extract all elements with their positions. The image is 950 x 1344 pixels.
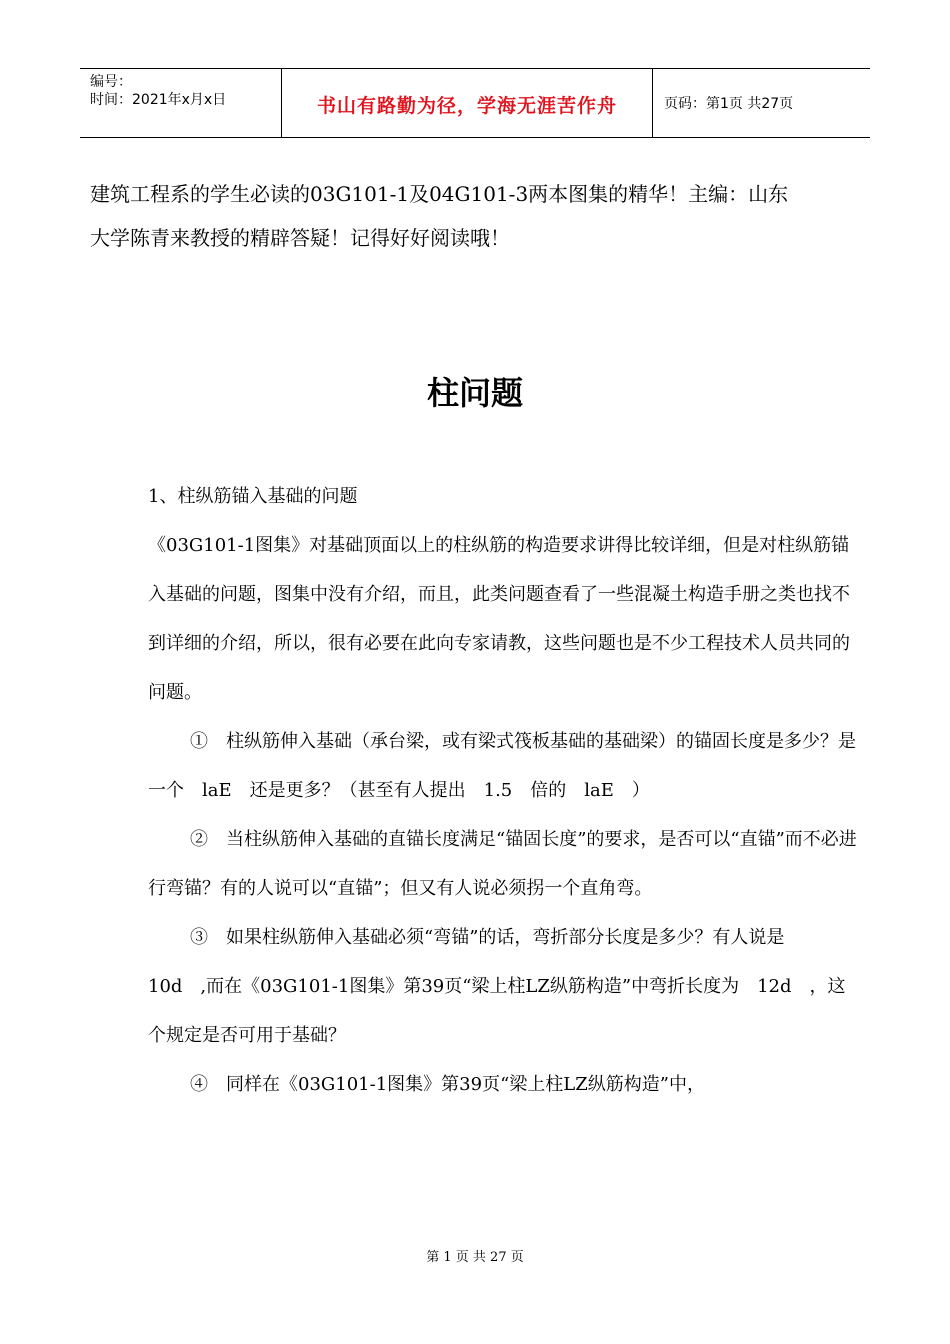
header-middle-cell: [281, 69, 653, 137]
header-table: [80, 68, 870, 138]
question-2: ② 当柱纵筋伸入基础的直锚长度满足“锚固长度”的要求，是否可以“直锚”而不必进行弯锚？有的人说可以“直锚”；但又有人说必须拐一个直角弯。: [148, 829, 857, 899]
section-1: [148, 472, 858, 1109]
question-3: ③ 如果柱纵筋伸入基础必须“弯锚”的话，弯折部分长度是多少？有人说是 10d ,而在《03G101-1图集》第39页“梁上柱LZ纵筋构造”中弯折长度为 12d ，这个规定是否可用于基础？: [148, 927, 846, 1046]
intro-text: 《03G101-1图集》对基础顶面以上的柱纵筋的构造要求讲得比较详细，但是对柱纵筋锚入基础的问题，图集中没有介绍，而且，此类问题查看了一些混凝土构造手册之类也找不到详细的介绍，所以，很有必要在此向专家请教，这些问题也是不少工程技术人员共同的问题。: [148, 535, 850, 703]
intro-line-2: 大学陈青来教授的精辟答疑！记得好好阅读哦！: [90, 226, 510, 250]
question-4: ④ 同样在《03G101-1图集》第39页“梁上柱LZ纵筋构造”中，: [190, 1074, 705, 1095]
intro-line-1: 建筑工程系的学生必读的03G101-1及04G101-3两本图集的精华！主编：山东: [90, 182, 789, 206]
motto-text: 书山有路勤为径，学海无涯苦作舟: [316, 95, 617, 117]
header-right-cell: [652, 69, 870, 137]
serial-label: 编号：: [90, 74, 132, 90]
section-heading: 1、柱纵筋锚入基础的问题: [148, 486, 358, 507]
page-title: 柱问题: [426, 374, 523, 412]
intro-paragraph: [90, 172, 860, 260]
date-label: 时间：2021年x月x日: [90, 92, 227, 108]
header-left-cell: [80, 69, 280, 137]
page-footer: 第 1 页 共 27 页: [426, 1250, 524, 1265]
question-1: ① 柱纵筋伸入基础（承台梁，或有梁式筏板基础的基础梁）的锚固长度是多少？是一个 laE 还是更多？（甚至有人提出 1.5 倍的 laE ）: [148, 731, 856, 801]
page-label: 页码：第1页 共27页: [664, 96, 794, 112]
